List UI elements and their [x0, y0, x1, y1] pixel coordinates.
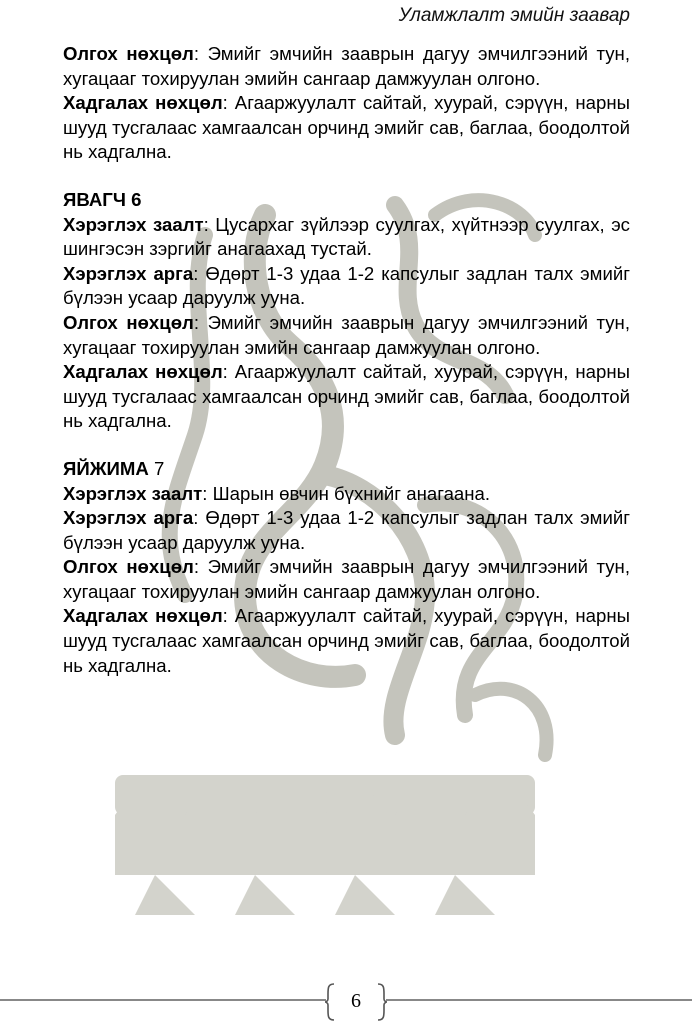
- storage-label: Олгох нөхцөл: [63, 556, 194, 578]
- storage-paragraph: [63, 311, 630, 360]
- section-heading: [63, 457, 630, 482]
- method-label: Хэрэглэх арга: [63, 507, 194, 529]
- storage-text: : Эмийг эмчийн зааврын дагуу эмчилгээний тун, хугацааг тохируулан эмийн сангаар дамжуулан олгоно.: [63, 311, 630, 358]
- keeping-label: Хадгалах нөхцөл: [63, 92, 223, 114]
- section-title: ЯЙЖИМА: [63, 457, 149, 479]
- method-paragraph: [63, 262, 630, 311]
- indication-text: : Цусархаг зүйлээр суулгах, хүйтнээр суулгах, эс шингэсэн зэргийг анагаахад тустай.: [63, 213, 630, 260]
- storage-label: Олгох нөхцөл: [63, 311, 194, 333]
- running-title: Уламжлалт эмийн заавар: [398, 5, 630, 26]
- storage-text: : Эмийг эмчийн зааврын дагуу эмчилгээний тун, хугацааг тохируулан эмийн сангаар дамжуулан олгоно.: [63, 43, 630, 89]
- method-text: : Өдөрт 1-3 удаа 1-2 капсулыг задлан талх эмийг бүлээн усаар даруулж ууна.: [63, 507, 630, 553]
- keeping-text: : Агааржуулалт сайтай, хуурай, сэрүүн, нарны шууд тусгалаас хамгаалсан орчинд эмийг сав, баглаа, боодолтой нь хадгална.: [63, 92, 630, 163]
- section-title: ЯВАГЧ 6: [63, 188, 142, 210]
- page-bracket-left-icon: [324, 982, 336, 1022]
- keeping-paragraph: [63, 91, 630, 165]
- keeping-label: Хадгалах нөхцөл: [63, 361, 223, 383]
- keeping-text: : Агааржуулалт сайтай, хуурай, сэрүүн, нарны шууд тусгалаас хамгаалсан орчинд эмийг сав, баглаа, боодолтой нь хадгална.: [63, 605, 630, 676]
- footer-rule-left: [0, 999, 326, 1001]
- keeping-paragraph: [63, 360, 630, 434]
- indication-text: : Шарын өвчин бүхнийг анагаана.: [202, 482, 491, 504]
- method-text: : Өдөрт 1-3 удаа 1-2 капсулыг задлан талх эмийг бүлээн усаар даруулж ууна.: [63, 262, 630, 309]
- footer-rule-right: [386, 999, 692, 1001]
- storage-paragraph: [63, 555, 630, 604]
- indication-paragraph: [63, 482, 630, 507]
- section-number: 7: [148, 457, 165, 479]
- storage-label: Олгох нөхцөл: [63, 43, 194, 64]
- section-heading: [63, 188, 630, 213]
- page-body: [63, 42, 630, 678]
- indication-label: Хэрэглэх заалт: [63, 213, 204, 235]
- method-paragraph: [63, 506, 630, 555]
- keeping-label: Хадгалах нөхцөл: [63, 605, 223, 627]
- page-bracket-right-icon: [376, 982, 388, 1022]
- storage-text: : Эмийг эмчийн зааврын дагуу эмчилгээний тун, хугацааг тохируулан эмийн сангаар дамжуулан олгоно.: [63, 556, 630, 602]
- storage-paragraph: [63, 42, 630, 91]
- keeping-paragraph: [63, 604, 630, 678]
- page-number: 6: [351, 990, 361, 1012]
- keeping-text: : Агааржуулалт сайтай, хуурай, сэрүүн, нарны шууд тусгалаас хамгаалсан орчинд эмийг сав, баглаа, боодолтой нь хадгална.: [63, 361, 630, 432]
- indication-label: Хэрэглэх заалт: [63, 482, 203, 504]
- method-label: Хэрэглэх арга: [63, 262, 194, 284]
- indication-paragraph: [63, 213, 630, 262]
